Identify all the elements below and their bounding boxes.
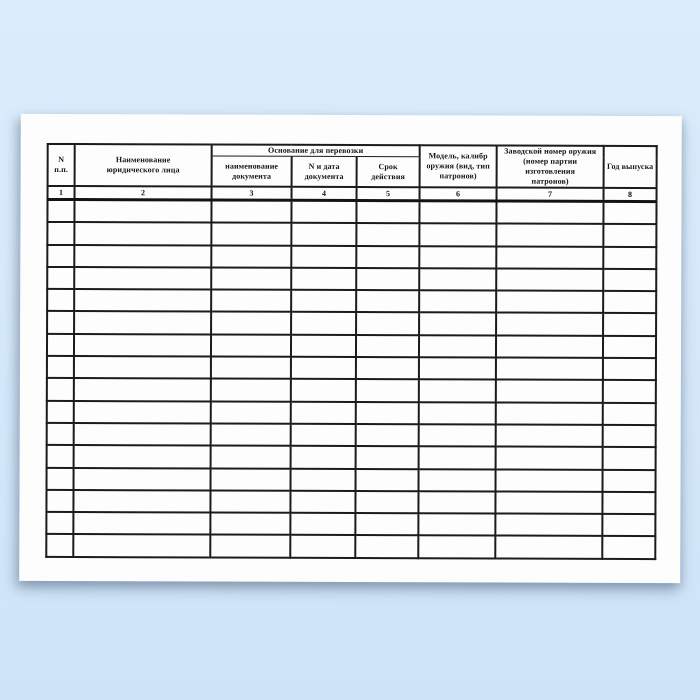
empty-cell — [47, 378, 74, 400]
empty-cell — [211, 223, 291, 246]
empty-cell — [74, 312, 211, 335]
header-transport-basis-group: Основание для перевозки — [212, 145, 420, 157]
empty-cell — [356, 313, 419, 336]
table-row — [47, 289, 656, 313]
empty-cell — [603, 403, 656, 425]
empty-cell — [603, 469, 656, 491]
column-number-cell: 3 — [212, 187, 292, 201]
empty-cell — [496, 224, 603, 247]
empty-cell — [419, 424, 496, 447]
empty-cell — [356, 201, 419, 224]
empty-cell — [211, 357, 291, 380]
empty-cell — [211, 200, 291, 223]
empty-cell — [210, 535, 290, 558]
empty-cell — [419, 268, 496, 291]
empty-cell — [291, 245, 356, 268]
empty-cell — [419, 201, 496, 224]
header-row-number: N п.п. — [48, 144, 75, 186]
empty-cell — [47, 356, 74, 378]
empty-cell — [355, 491, 418, 514]
empty-cell — [419, 357, 496, 380]
empty-cell — [419, 290, 496, 313]
table-row — [47, 245, 656, 269]
empty-cell — [291, 446, 356, 469]
empty-cell — [291, 290, 356, 313]
empty-cell — [74, 445, 211, 468]
table-row — [47, 222, 656, 246]
empty-cell — [355, 535, 418, 558]
empty-cell — [74, 378, 211, 401]
table-row — [47, 378, 656, 402]
empty-cell — [74, 401, 211, 424]
empty-cell — [46, 534, 73, 556]
empty-cell — [211, 334, 291, 357]
empty-cell — [496, 246, 603, 269]
empty-cell — [356, 402, 419, 425]
empty-cell — [47, 222, 74, 244]
table-row — [47, 267, 656, 291]
table-row — [47, 199, 656, 224]
empty-cell — [73, 512, 210, 535]
empty-cell — [291, 312, 356, 335]
empty-cell — [603, 358, 656, 380]
empty-cell — [290, 535, 355, 558]
header-validity-period: Срок действия — [357, 157, 420, 187]
empty-cell — [356, 223, 419, 246]
empty-cell — [47, 289, 74, 311]
empty-cell — [603, 336, 656, 358]
empty-cell — [47, 199, 74, 222]
empty-cell — [46, 512, 73, 534]
column-number-cell: 5 — [357, 187, 420, 201]
table-row — [46, 534, 655, 558]
empty-cell — [210, 513, 290, 536]
empty-cell — [419, 447, 496, 470]
empty-cell — [211, 468, 291, 491]
empty-cell — [211, 446, 291, 469]
empty-cell — [603, 246, 656, 268]
header-document-name: наименование документа — [212, 156, 292, 187]
empty-cell — [495, 536, 602, 559]
empty-cell — [47, 245, 74, 267]
empty-cell — [290, 491, 355, 514]
empty-cell — [74, 289, 211, 312]
empty-cell — [496, 447, 603, 470]
table-row — [47, 423, 656, 447]
empty-cell — [418, 513, 495, 536]
column-number-cell: 7 — [497, 188, 604, 202]
empty-cell — [419, 402, 496, 425]
empty-cell — [74, 267, 211, 290]
empty-cell — [211, 379, 291, 402]
empty-cell — [47, 445, 74, 467]
empty-cell — [291, 424, 356, 447]
empty-cell — [603, 201, 656, 224]
empty-cell — [47, 267, 74, 289]
register-table — [45, 143, 657, 560]
empty-cell — [603, 425, 656, 447]
empty-cell — [356, 424, 419, 447]
empty-cell — [211, 267, 291, 290]
empty-cell — [496, 424, 603, 447]
empty-cell — [603, 447, 656, 469]
empty-cell — [47, 468, 74, 490]
column-number-cell: 1 — [48, 186, 75, 200]
empty-cell — [73, 490, 210, 513]
empty-cell — [496, 291, 603, 314]
empty-cell — [291, 223, 356, 246]
empty-cell — [46, 490, 73, 512]
empty-cell — [73, 534, 210, 557]
empty-cell — [602, 514, 655, 536]
empty-cell — [603, 380, 656, 402]
empty-cell — [356, 446, 419, 469]
column-number-cell: 6 — [420, 187, 497, 201]
empty-cell — [74, 356, 211, 379]
table-row — [46, 512, 655, 536]
empty-cell — [419, 313, 496, 336]
empty-cell — [419, 246, 496, 269]
empty-cell — [74, 334, 211, 357]
empty-cell — [211, 245, 291, 268]
empty-cell — [496, 335, 603, 358]
empty-cell — [211, 290, 291, 313]
empty-cell — [496, 313, 603, 336]
empty-cell — [496, 201, 603, 224]
header-weapon-serial-number: Заводской номер оружия (номер партии изготовления патронов) — [497, 146, 604, 188]
empty-cell — [210, 490, 290, 513]
table-body — [46, 199, 656, 558]
empty-cell — [47, 423, 74, 445]
empty-cell — [74, 245, 211, 268]
empty-cell — [356, 357, 419, 380]
empty-cell — [356, 268, 419, 291]
empty-cell — [356, 469, 419, 492]
empty-cell — [356, 290, 419, 313]
empty-cell — [603, 291, 656, 313]
column-number-cell: 2 — [75, 186, 212, 200]
paper-sheet — [19, 114, 682, 583]
table-row — [47, 311, 656, 335]
table-header — [48, 144, 657, 202]
empty-cell — [355, 513, 418, 536]
empty-cell — [419, 335, 496, 358]
empty-cell — [495, 514, 602, 537]
column-number-cell: 4 — [292, 187, 357, 201]
empty-cell — [211, 423, 291, 446]
empty-cell — [419, 224, 496, 247]
empty-cell — [74, 423, 211, 446]
empty-cell — [356, 246, 419, 269]
empty-cell — [291, 200, 356, 223]
column-number-cell: 8 — [604, 188, 657, 202]
empty-cell — [74, 468, 211, 491]
empty-cell — [291, 468, 356, 491]
empty-cell — [603, 313, 656, 335]
empty-cell — [496, 469, 603, 492]
empty-cell — [356, 379, 419, 402]
header-document-number-date: N и дата документа — [292, 157, 357, 187]
empty-cell — [496, 380, 603, 403]
empty-cell — [418, 536, 495, 559]
empty-cell — [603, 269, 656, 291]
empty-cell — [496, 268, 603, 291]
table-row — [47, 334, 656, 358]
empty-cell — [74, 200, 211, 223]
table-row — [47, 468, 656, 492]
header-weapon-model-caliber: Модель, калибр оружия (вид, тип патронов) — [420, 145, 497, 187]
empty-cell — [74, 222, 211, 245]
table-row — [47, 401, 656, 425]
empty-cell — [47, 401, 74, 423]
table-row — [46, 490, 655, 514]
table-row — [47, 356, 656, 380]
empty-cell — [291, 268, 356, 291]
empty-cell — [602, 536, 655, 558]
empty-cell — [419, 380, 496, 403]
empty-cell — [602, 492, 655, 514]
empty-cell — [495, 491, 602, 514]
empty-cell — [496, 402, 603, 425]
empty-cell — [47, 311, 74, 333]
empty-cell — [291, 335, 356, 358]
header-legal-entity-name: Наименование юридического лица — [75, 144, 212, 186]
empty-cell — [291, 401, 356, 424]
empty-cell — [603, 224, 656, 246]
empty-cell — [418, 491, 495, 514]
empty-cell — [47, 334, 74, 356]
empty-cell — [496, 358, 603, 381]
empty-cell — [290, 513, 355, 536]
empty-cell — [291, 379, 356, 402]
empty-cell — [356, 335, 419, 358]
empty-cell — [211, 401, 291, 424]
empty-cell — [419, 469, 496, 492]
empty-cell — [211, 312, 291, 335]
header-year-of-issue: Год выпуска — [604, 146, 657, 188]
table-row — [47, 445, 656, 469]
empty-cell — [291, 357, 356, 380]
